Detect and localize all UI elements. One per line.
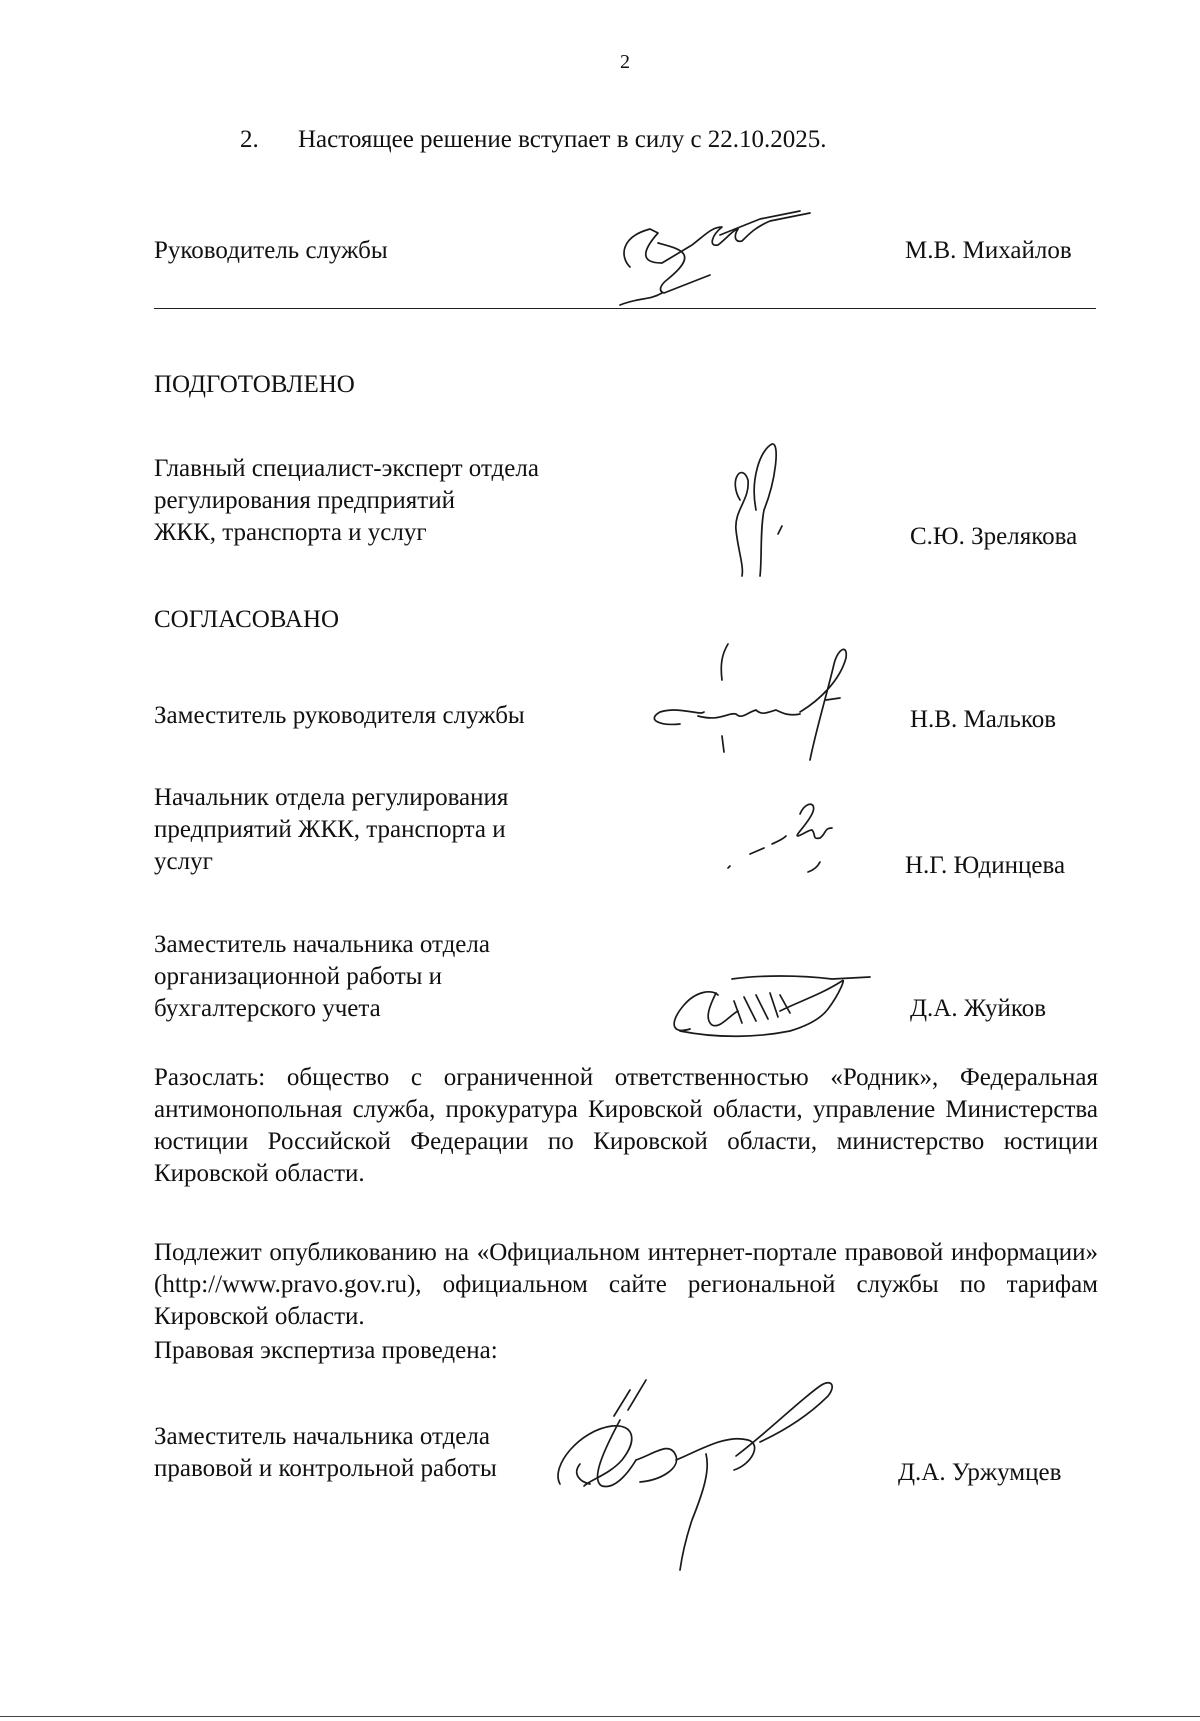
agreed-signer-signature: [720, 790, 840, 880]
head-signature: [600, 205, 840, 315]
publication-note: Подлежит опубликованию на «Официальном интернет-портале правовой информации» (http://www.pravo.gov.ru), официальном сайте региональной службы по тарифам Кировской области.: [154, 1239, 1098, 1330]
agreed-signer-position: Начальник отдела регулирования: [154, 784, 509, 811]
head-position: Руководитель службы: [154, 237, 388, 264]
head-name: М.В. Михайлов: [905, 237, 1072, 264]
agreed-signer-name: Н.Г. Юдинцева: [905, 852, 1066, 879]
prepared-position-line: Главный специалист-эксперт отдела: [154, 455, 539, 482]
clause-text: Настоящее решение вступает в силу с 22.10.2025.: [298, 126, 827, 153]
prepared-heading: ПОДГОТОВЛЕНО: [154, 371, 355, 398]
prepared-position-line: ЖКК, транспорта и услуг: [154, 519, 427, 546]
agreed-signer-name: Д.А. Жуйков: [910, 995, 1047, 1022]
page-number: 2: [620, 51, 630, 73]
agreed-signer-position: услуг: [154, 848, 213, 875]
agreed-signer-position: организационной работы и: [154, 963, 443, 990]
clause-number: 2.: [240, 126, 259, 153]
agreed-signer-position: бухгалтерского учета: [154, 995, 381, 1022]
page-bottom-border: [0, 1716, 1200, 1717]
legal-review-signature: [550, 1370, 860, 1580]
agreed-signer-signature: [640, 640, 890, 770]
legal-review-position: правовой и контрольной работы: [154, 1455, 497, 1482]
legal-review-name: Д.А. Уржумцев: [898, 1459, 1062, 1486]
agreed-signer-name: Н.В. Мальков: [910, 706, 1057, 733]
agreed-signer-signature: [660, 965, 890, 1045]
agreed-signer-position: Заместитель начальника отдела: [154, 931, 490, 958]
legal-review-text: Правовая экспертиза проведена:: [154, 1337, 498, 1364]
prepared-signature: [720, 440, 800, 580]
distribution-list: Разослать: общество с ограниченной ответственностью «Родник», Федеральная антимонопольная служба, прокуратура Кировской области, управление Министерства юстиции Российской Федерации по Кировской области, министерство юстиции Кировской области.: [154, 1064, 1098, 1187]
legal-review-position: Заместитель начальника отдела: [154, 1423, 490, 1450]
agreed-heading: СОГЛАСОВАНО: [154, 606, 340, 633]
agreed-signer-position: предприятий ЖКК, транспорта и: [154, 816, 506, 843]
prepared-name: С.Ю. Зрелякова: [910, 523, 1078, 550]
agreed-signer-position: Заместитель руководителя службы: [154, 702, 525, 729]
prepared-position-line: регулирования предприятий: [154, 487, 455, 514]
